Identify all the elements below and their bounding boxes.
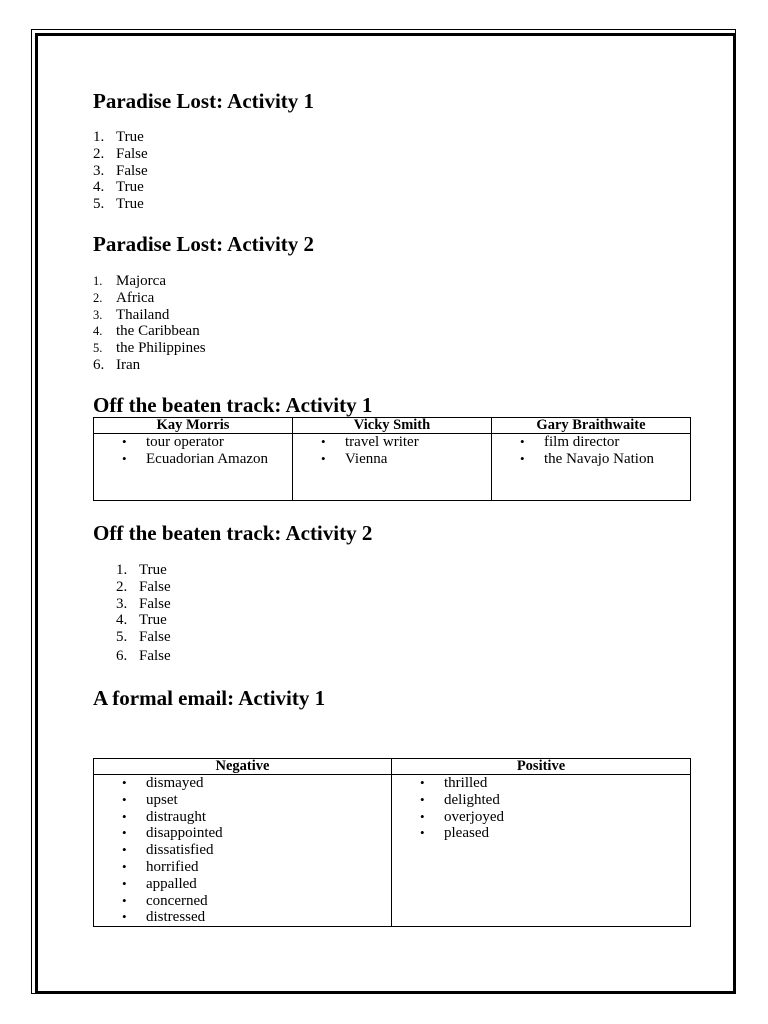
list-item: • Vienna: [293, 451, 491, 468]
column-header: Positive: [392, 759, 691, 775]
table-cell: [94, 434, 293, 501]
list-item: • film director: [492, 434, 690, 451]
list-item: • pleased: [392, 825, 690, 842]
feelings-table: [93, 758, 691, 927]
column-header: Gary Braithwaite: [492, 418, 691, 434]
section-heading: Off the beaten track: Activity 1: [93, 393, 373, 417]
list-item: • thrilled: [392, 775, 690, 792]
section-heading: Paradise Lost: Activity 1: [93, 89, 315, 113]
list-item: • Ecuadorian Amazon: [94, 451, 292, 468]
list-item: • dismayed: [94, 775, 391, 792]
table-cell: [492, 434, 691, 501]
list-item: • distressed: [94, 909, 391, 926]
section-heading: A formal email: Activity 1: [93, 686, 326, 710]
list-item: • distraught: [94, 809, 391, 826]
table-cell: [392, 775, 691, 927]
list-item: • upset: [94, 792, 391, 809]
list-item: • delighted: [392, 792, 690, 809]
people-table: [93, 417, 691, 501]
section-heading: Paradise Lost: Activity 2: [93, 232, 315, 256]
list-item: • appalled: [94, 876, 391, 893]
list-item: • horrified: [94, 859, 391, 876]
list-item: • disappointed: [94, 825, 391, 842]
list-item: • dissatisfied: [94, 842, 391, 859]
list-item: • tour operator: [94, 434, 292, 451]
table-cell: [94, 775, 392, 927]
column-header: Kay Morris: [94, 418, 293, 434]
list-item: • the Navajo Nation: [492, 451, 690, 468]
table-cell: [293, 434, 492, 501]
list-item: • travel writer: [293, 434, 491, 451]
column-header: Negative: [94, 759, 392, 775]
list-item: • concerned: [94, 893, 391, 910]
column-header: Vicky Smith: [293, 418, 492, 434]
section-heading: Off the beaten track: Activity 2: [93, 521, 373, 545]
list-item: • overjoyed: [392, 809, 690, 826]
